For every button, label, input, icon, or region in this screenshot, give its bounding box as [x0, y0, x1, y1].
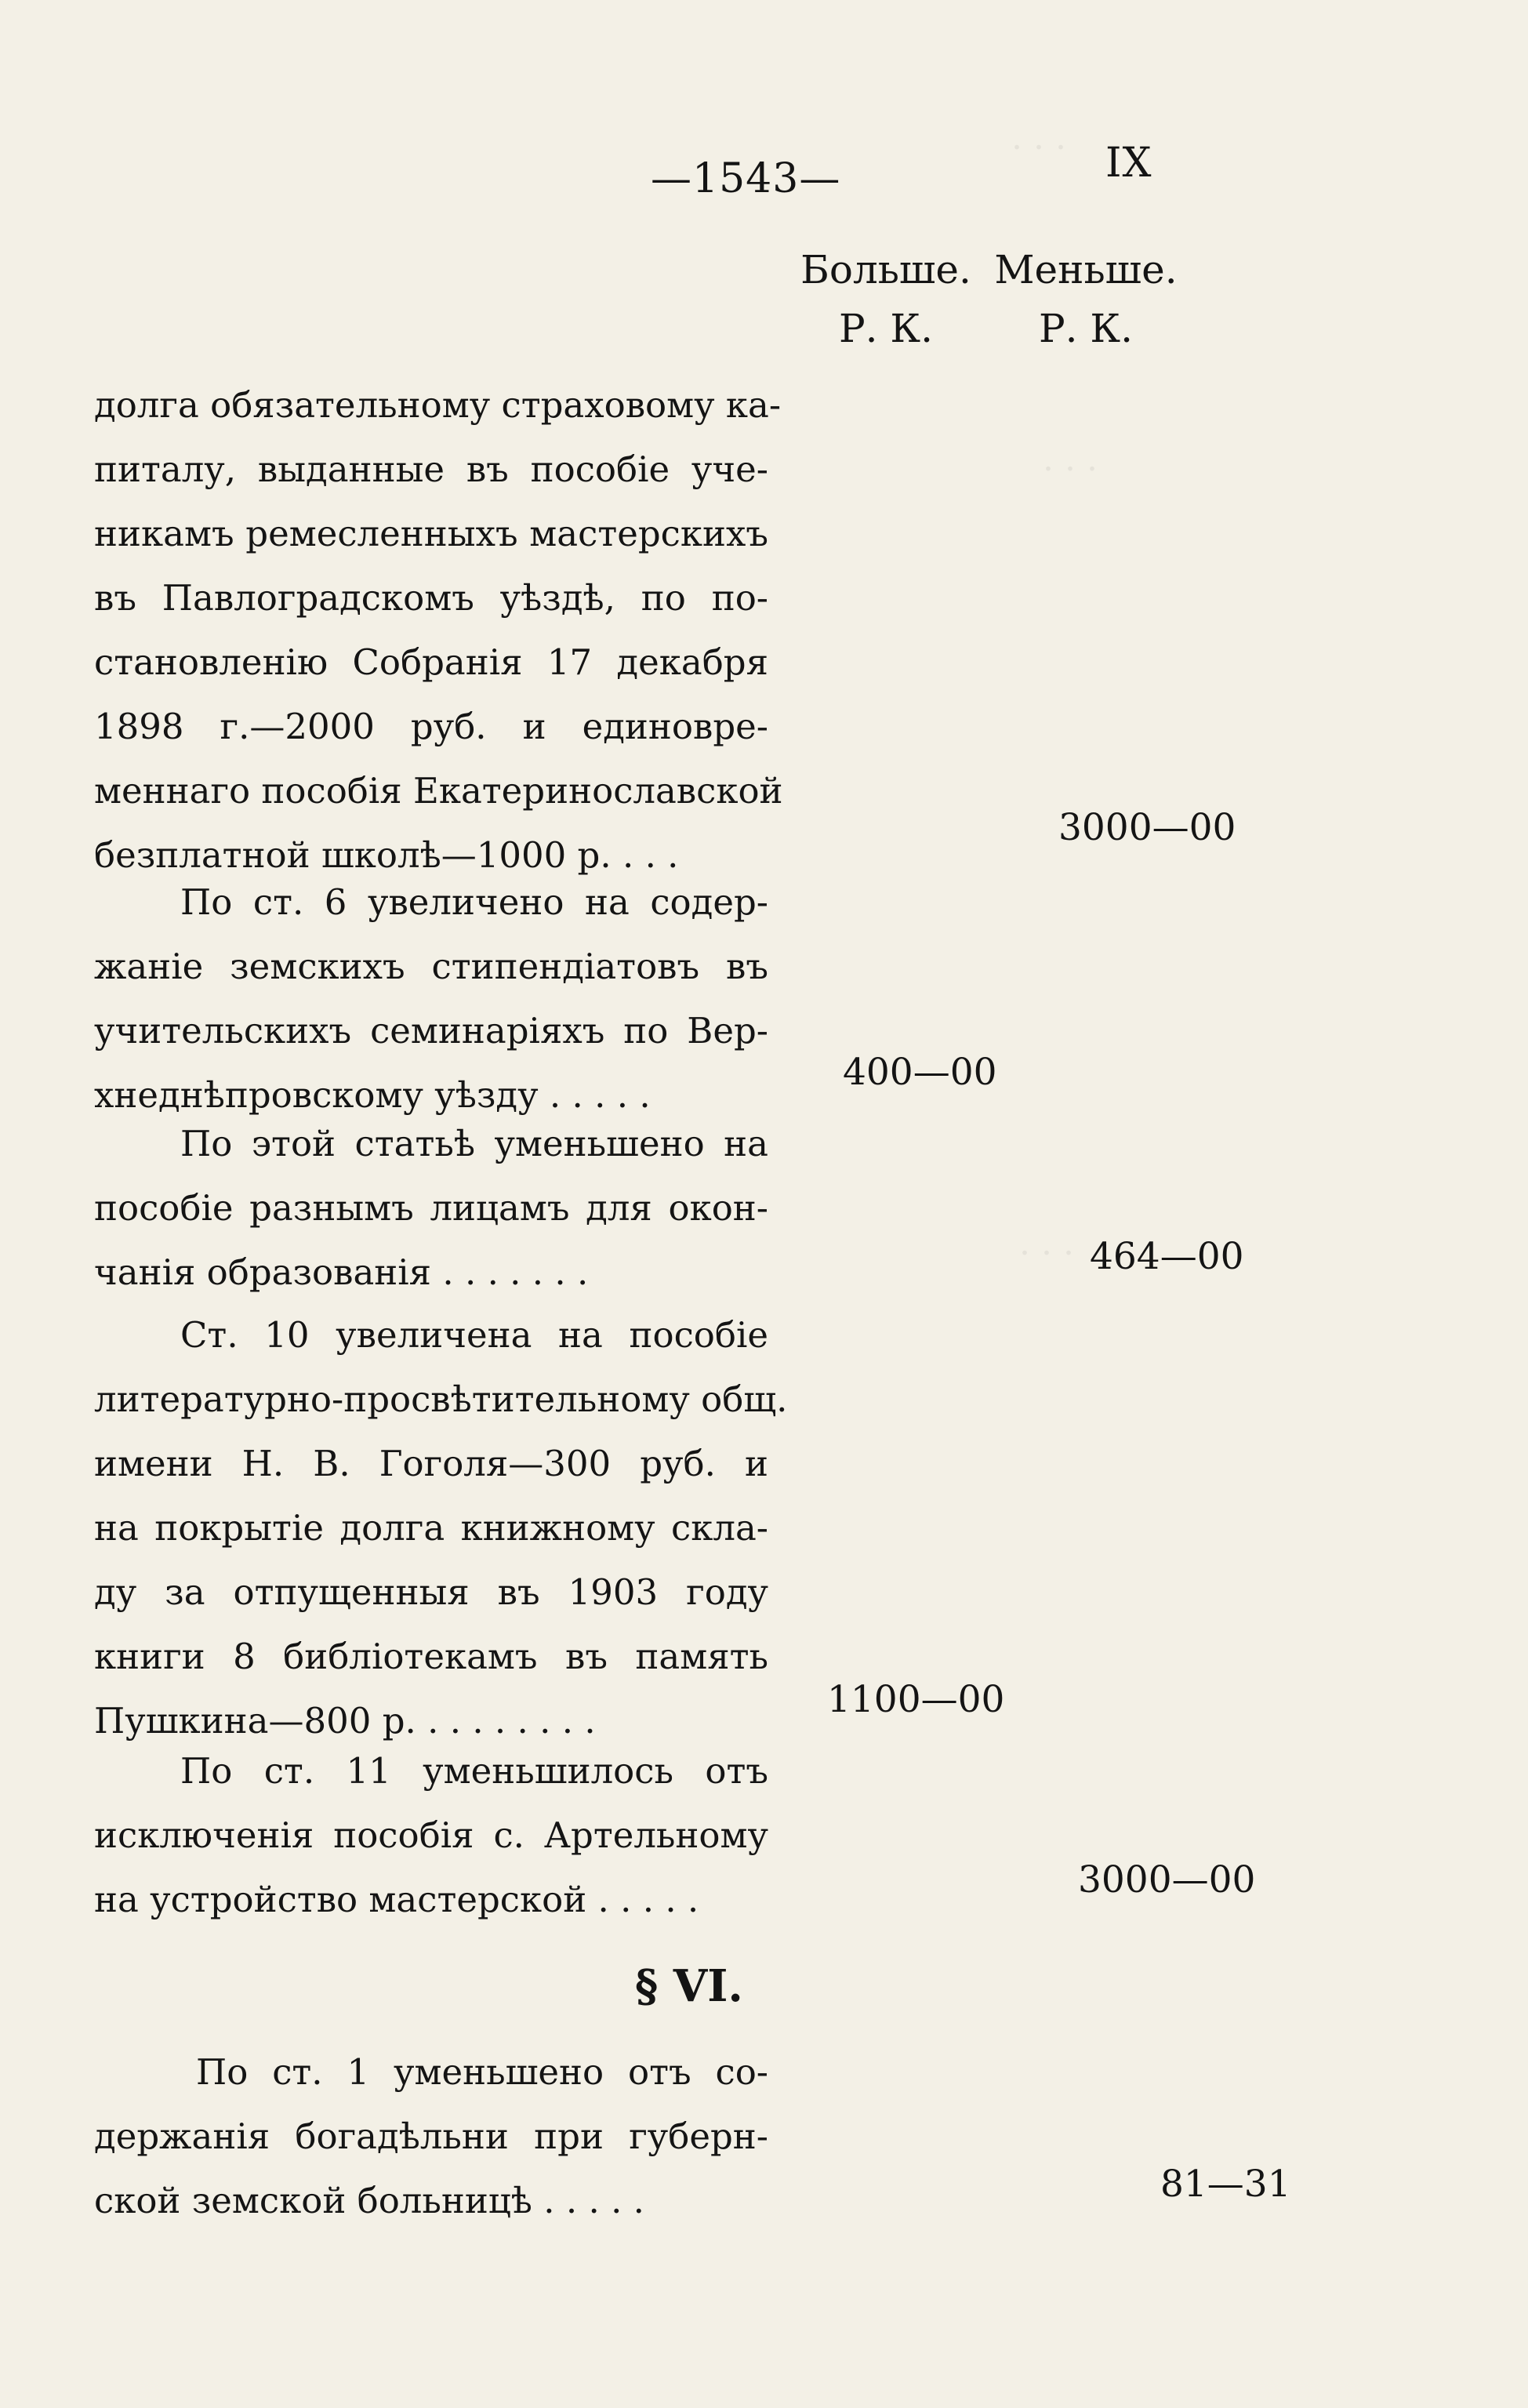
entry-line: чанія образованія . . . . . . .	[94, 1251, 589, 1293]
entry-line: 1898 г.—2000 руб. и единовре-	[94, 706, 768, 747]
page-number: —1543—	[651, 155, 841, 202]
entry-line: никамъ ремесленныхъ мастерскихъ	[94, 513, 768, 554]
entry-line: становленію Собранія 17 декабря	[94, 641, 768, 683]
amount-less: 464—00	[1090, 1235, 1244, 1278]
entry-line: жаніе земскихъ стипендіатовъ въ	[94, 946, 768, 987]
entry-line: учительскихъ семинаріяхъ по Вер-	[94, 1010, 768, 1051]
section-heading: § VI.	[635, 1960, 743, 2012]
entry-line: держанія богадѣльни при губерн-	[94, 2116, 768, 2157]
entry-line: питалу, выданные въ пособіе уче-	[94, 449, 768, 490]
entry-line: По ст. 11 уменьшилось отъ	[180, 1750, 768, 1792]
entry-line: Пушкина—800 р. . . . . . . . .	[94, 1700, 596, 1742]
entry-line: литературно-просвѣтительному общ.	[94, 1378, 788, 1420]
column-more-units: Р. К.	[838, 306, 934, 351]
entry-line: книги 8 библіотекамъ въ память	[94, 1636, 768, 1677]
amount-less: 81—31	[1160, 2163, 1291, 2206]
column-less-units: Р. К.	[1038, 306, 1134, 351]
entry-line: безплатной школѣ—1000 р. . . .	[94, 834, 679, 876]
entry-line: имени Н. В. Гоголя—300 руб. и	[94, 1443, 768, 1484]
amount-more: 400—00	[843, 1051, 997, 1094]
entry-line: ской земской больницѣ . . . . .	[94, 2180, 644, 2221]
entry-line: долга обязательному страховому ка-	[94, 384, 782, 426]
entry-line: По ст. 1 уменьшено отъ со-	[196, 2051, 768, 2093]
entry-line: на устройство мастерской . . . . .	[94, 1879, 699, 1920]
section-roman-numeral: IX	[1105, 140, 1152, 187]
entry-line: Ст. 10 увеличена на пособіе	[180, 1314, 768, 1356]
entry-line: меннаго пособія Екатеринославской	[94, 770, 783, 812]
show-through: . . .	[1043, 439, 1098, 479]
column-less-label: Меньше.	[994, 247, 1178, 292]
entry-line: По ст. 6 увеличено на содер-	[180, 881, 768, 923]
entry-line: на покрытіе долга книжному скла-	[94, 1507, 768, 1549]
show-through: . . .	[1019, 1223, 1074, 1263]
column-more-label: Больше.	[800, 247, 971, 292]
entry-line: По этой статьѣ уменьшено на	[180, 1123, 768, 1164]
amount-more: 1100—00	[827, 1678, 1005, 1721]
amount-less: 3000—00	[1058, 806, 1236, 849]
amount-less: 3000—00	[1078, 1858, 1256, 1901]
entry-line: пособіе разнымъ лицамъ для окон-	[94, 1187, 768, 1229]
show-through: . . .	[1011, 118, 1066, 158]
entry-line: исключенія пособія с. Артельному	[94, 1814, 768, 1856]
entry-line: ду за отпущенныя въ 1903 году	[94, 1571, 768, 1613]
entry-line: въ Павлоградскомъ уѣздѣ, по по-	[94, 577, 768, 619]
entry-line: хнеднѣпровскому уѣзду . . . . .	[94, 1074, 651, 1116]
